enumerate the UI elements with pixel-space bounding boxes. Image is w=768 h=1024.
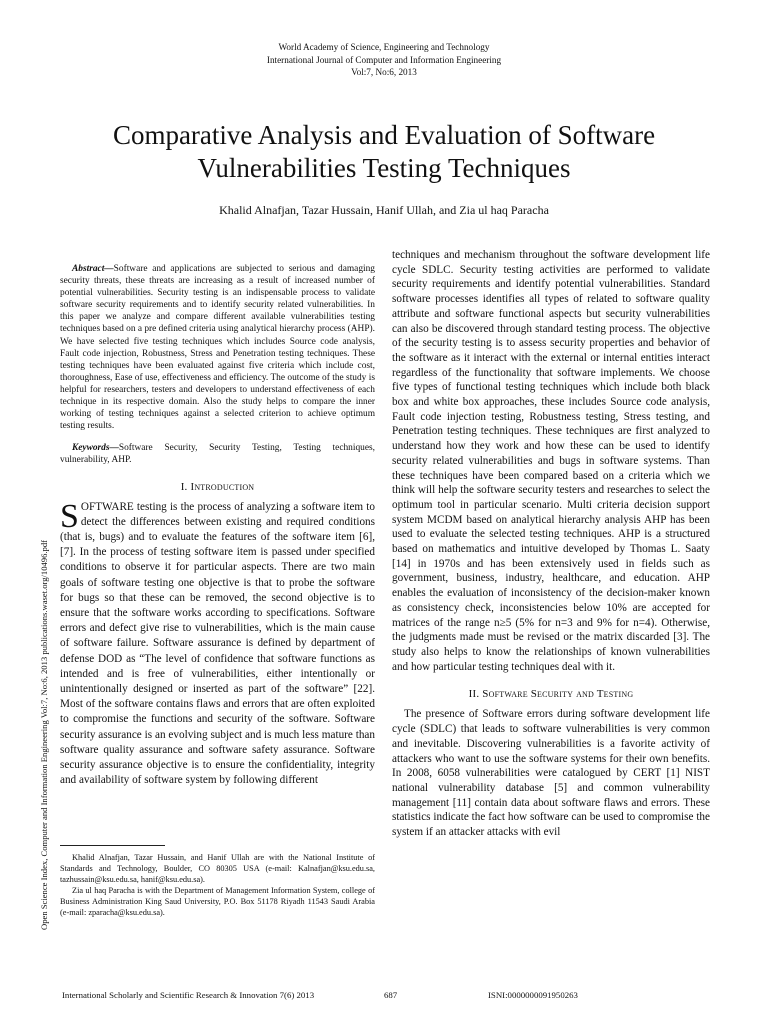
- abstract: [60, 263, 375, 432]
- keywords: [60, 442, 375, 466]
- side-watermark-note: Open Science Index, Computer and Information Engineering Vol:7, No:6, 2013 publications.waset.org/10496.pdf: [39, 540, 49, 930]
- security-testing-paragraph: The presence of Software errors during software development life cycle (SDLC) that leads to software vulnerabilities is very common and inevitable. Discovering vulnerabilities is a favorite activity of attackers who want to use the software systems for their own benefits. In 2008, 6058 vulnerabilities were catalogued by CERT [1] NIST national vulnerability database [5] and common vulnerability management [11] contain data about software flaws and errors. These statistics indicate the fact how software can be used to compromise the system if an attacker attacks with evil: [392, 708, 710, 839]
- journal-volume: Vol:7, No:6, 2013: [351, 67, 417, 78]
- section-heading-introduction: I. Introduction: [180, 480, 255, 493]
- journal-org: World Academy of Science, Engineering and Technology: [278, 42, 490, 52]
- introduction-text: testing is the process of analyzing a software item to detect the differences between existing and required conditions (that is, bugs) and to evaluate the features of the software item [6], [7]. In the process of testing software item is passed under specified conditions to observe it for particular aspects. There are two main goals of software testing one objective is that to probe the software for bugs so that these can be removed, the second objective is to ensure that the software works according to specifications. Software errors and defect give rise to vulnerabilities, which is the main cause of software failure. Software assurance is defined by department of defense DOD as “The level of confidence that software functions as intended and is free of vulnerabilities, either intentionally or unintentionally designed or inserted as part of the software” [22]. Most of the software contains flaws and errors that are often exploited to compromise the functions and security of the software. Software security assurance is an evolving subject and is much less mature than software quality assurance and software safety assurance. Software security assurance objective is to ensure the confidentiality, integrity and availability of software system by following different: [60, 500, 375, 787]
- abstract-label: Abstract—: [72, 264, 114, 274]
- title-line-2: Vulnerabilities Testing Techniques: [197, 153, 571, 183]
- journal-header: [0, 41, 768, 79]
- footer-publisher: International Scholarly and Scientific Research & Innovation 7(6) 2013: [62, 990, 315, 1000]
- keywords-text: Software Security, Security Testing, Testing techniques, vulnerability, AHP.: [60, 443, 375, 466]
- author-list: Khalid Alnafjan, Tazar Hussain, Hanif Ullah, and Zia ul haq Paracha: [219, 203, 549, 217]
- journal-name: International Journal of Computer and Information Engineering: [266, 54, 502, 65]
- left-column: [60, 263, 375, 788]
- introduction-paragraph: [60, 497, 375, 789]
- footnotes: [60, 853, 375, 918]
- section-heading-security-testing: II. Software Security and Testing: [468, 688, 634, 701]
- page-number: 687: [384, 990, 398, 1000]
- abstract-text: Software and applications are subjected to serious and damaging security threats, these threats are increasing as a result of increased number of potential vulnerabilities. Security testing is an indispensable process to validate software security requirements and to identify security related vulnerabilities. In this paper we analyze and compare different available vulnerabilities testing techniques based on a pre defined criteria using analytical hierarchy process (AHP). We have selected five testing techniques which includes Source code analysis, Fault code injection, Robustness, Stress and Penetration testing techniques. These testing techniques have been evaluated against five criteria which include cost, thoroughness, Ease of use, effectiveness and efficiency. The outcome of the study is helpful for researchers, testers and developers to understand effectiveness of each technique in its respective domain. Also the study helps to compare the inner working of testing techniques against a selected criterion to achieve optimum testing results.: [60, 264, 375, 432]
- title-line-1: Comparative Analysis and Evaluation of Software: [112, 120, 656, 150]
- footnote-divider: [60, 845, 165, 846]
- right-column: [392, 248, 710, 840]
- footnote-authors: Khalid Alnafjan, Tazar Hussain, and Hanif Ullah are with the National Institute of Standards and Technology, Boulder, CO 80305 USA (e-mail: Kalnafjan@ksu.edu.sa, tazhussain@ksu.edu.sa, hanif@ksu.edu.sa).: [60, 853, 375, 884]
- paper-title: [60, 119, 708, 185]
- introduction-continuation: techniques and mechanism throughout the software development life cycle SDLC. Security testing activities are performed to validate security requirements and identify potential vulnerabilities. Standard software processes identifies all types of related to software quality attribute and software functional aspects but security vulnerabilities can also be discovered through standard testing process. The objective of the security testing is to assess security properties and behavior of the software as it interact with the external or internal entities interact regardless of the functionality that software implements. We choose five types of functional testing techniques which include both black box and white box approaches, these includes Source code analysis, Fault code injection testing, Robustness testing, Stress testing, and Penetration testing techniques. These techniques are first analyzed to understand how they work and how these can be used to identify security related vulnerabilities and bugs in software systems. Than these techniques have been compared based on a criteria which we think will help the software security testers and researches to select the optimum tool in particular scenario. Multi criteria decision support system MCDM based on analytical hierarchy analysis AHP has been used to evaluate the selected testing techniques. AHP is a structured based on mathematics and intuitive developed by Thomas L. Saaty [14] in 1970s and has been extensively used in fields such as government, business, industry, healthcare, and education. AHP enables the evaluation of inconsistency of the decision-maker known as consistency check, inconsistencies below 10% are accepted for matrices of the range n≥5 (5% for n=3 and 9% for n=4). Otherwise, the judgments made must be revised or the matrix discarded [3]. The study also helps to know the relationships of known vulnerabilities and how particular testing techniques deal with it.: [392, 249, 710, 673]
- keywords-label: Keywords—: [72, 443, 119, 454]
- first-word-rest: OFTWARE: [80, 500, 134, 513]
- footer-isni: ISNI:0000000091950263: [488, 990, 578, 1000]
- drop-cap: S: [60, 497, 79, 535]
- footnote-paracha: Zia ul haq Paracha is with the Department of Management Information System, college of Business Administration King Saud University, P.O. Box 51178 Riyadh 11543 Saudi Arabia (e-mail: zparacha@ksu.edu.sa).: [60, 885, 375, 917]
